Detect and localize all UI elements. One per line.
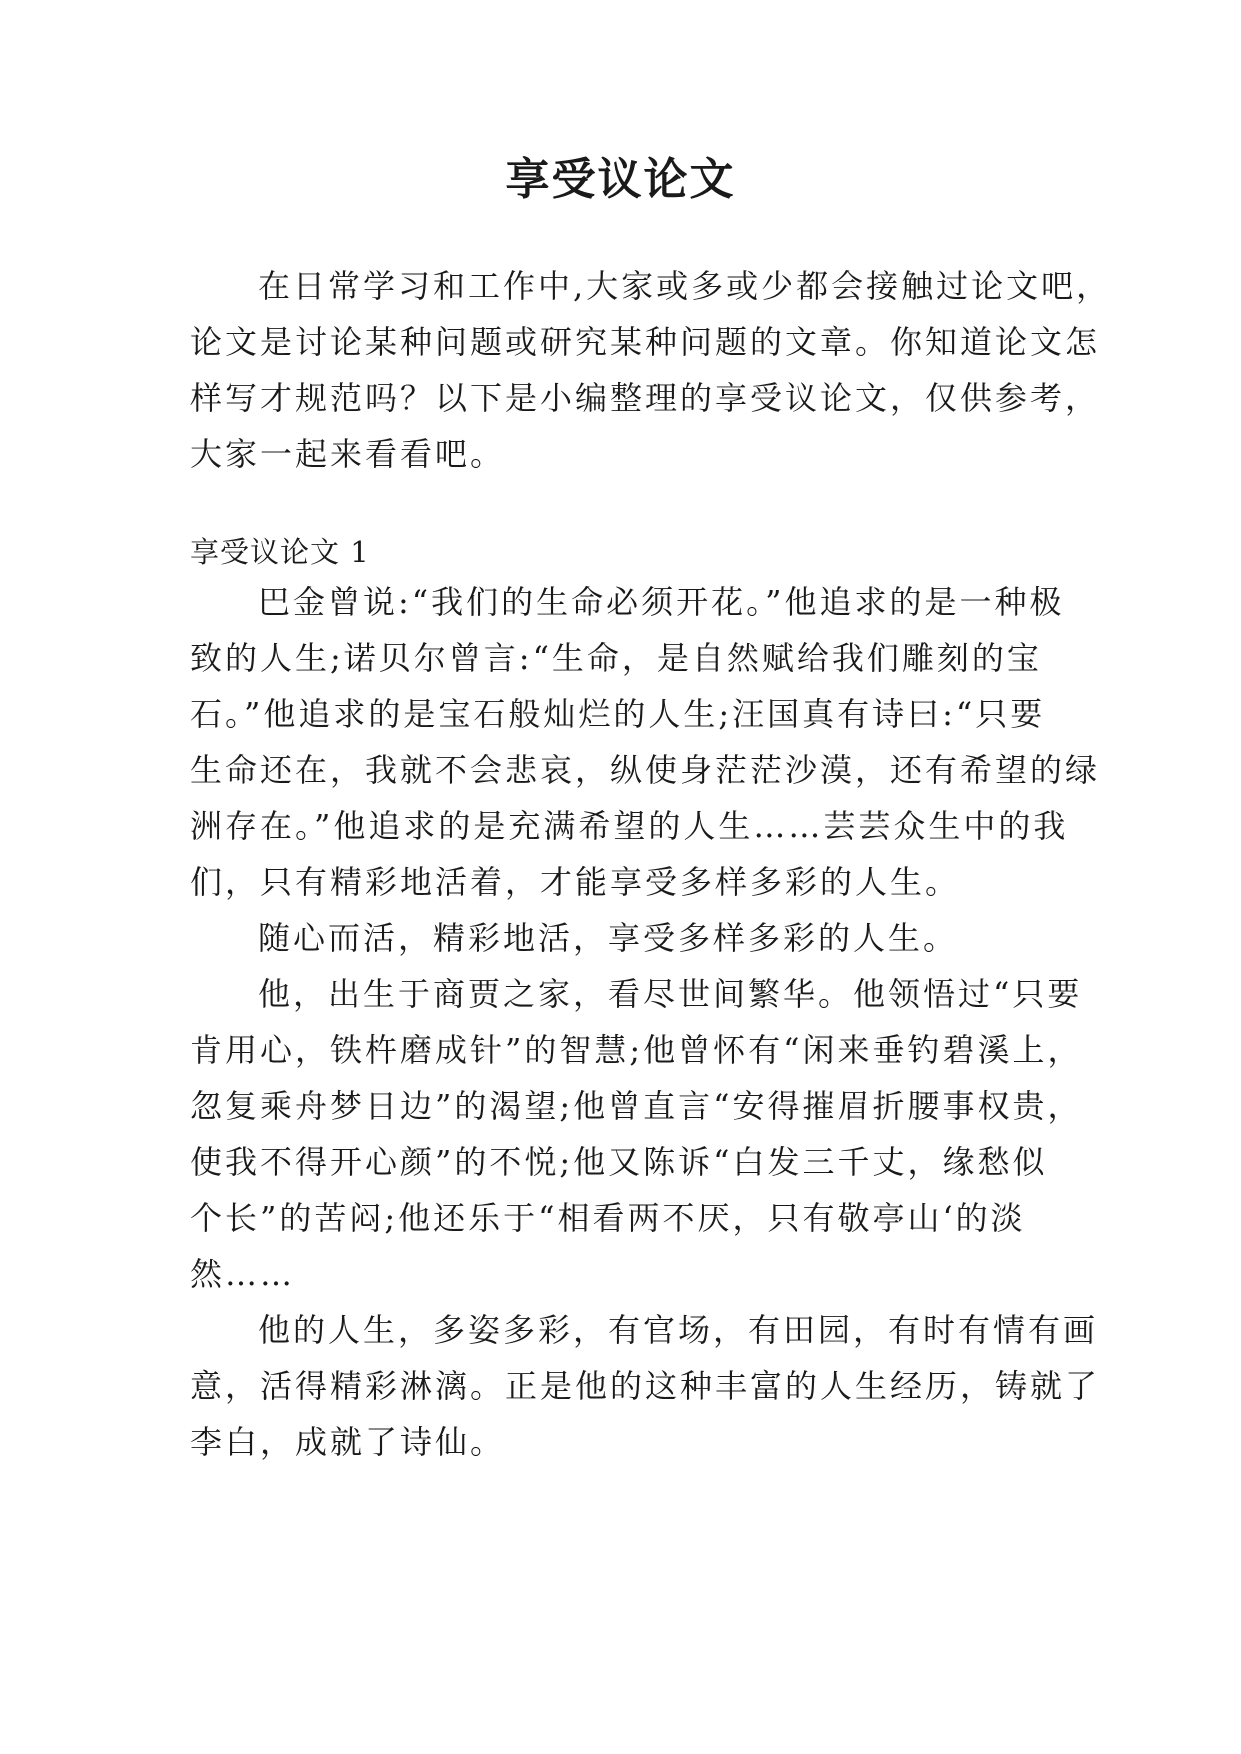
intro-line-4: 大家一起来看看吧。 xyxy=(190,435,506,473)
para4-line-1: 他的人生，多姿多彩，有官场，有田园，有时有情有画 xyxy=(258,1311,1099,1349)
para3-line-4: 使我不得开心颜”的不悦;他又陈诉“白发三千丈，缘愁似 xyxy=(190,1143,1048,1181)
para3-line-5: 个长”的苦闷;他还乐于“相看两不厌，只有敬亭山‘的淡 xyxy=(190,1199,1026,1237)
para1-line-4: 生命还在，我就不会悲哀，纵使身茫茫沙漠，还有希望的绿 xyxy=(190,751,1101,789)
para1-line-5: 洲存在。”他追求的是充满希望的人生……芸芸众生中的我 xyxy=(190,807,1069,845)
para3-line-1: 他，出生于商贾之家，看尽世间繁华。他领悟过“只要 xyxy=(258,975,1083,1013)
intro-line-1: 在日常学习和工作中,大家或多或少都会接触过论文吧， xyxy=(258,267,1112,305)
section-heading: 享受议论文 1 xyxy=(190,535,370,569)
intro-line-2: 论文是讨论某种问题或研究某种问题的文章。你知道论文怎 xyxy=(190,323,1101,361)
para1-line-6: 们，只有精彩地活着，才能享受多样多彩的人生。 xyxy=(190,863,961,901)
para1-line-1: 巴金曾说:“我们的生命必须开花。”他追求的是一种极 xyxy=(258,583,1065,621)
para2-line-1: 随心而活，精彩地活，享受多样多彩的人生。 xyxy=(258,919,959,957)
para4-line-3: 李白，成就了诗仙。 xyxy=(190,1423,506,1461)
para3-line-2: 肯用心，铁杵磨成针”的智慧;他曾怀有“闲来垂钓碧溪上， xyxy=(190,1031,1083,1069)
document-title: 享受议论文 xyxy=(505,154,736,205)
intro-line-3: 样写才规范吗？以下是小编整理的享受议论文，仅供参考， xyxy=(190,379,1101,417)
para3-line-3: 忽复乘舟梦日边”的渴望;他曾直言“安得摧眉折腰事权贵， xyxy=(190,1087,1083,1125)
para3-line-6: 然…… xyxy=(190,1255,296,1293)
para1-line-2: 致的人生;诺贝尔曾言:“生命，是自然赋给我们雕刻的宝 xyxy=(190,639,1042,677)
para4-line-2: 意，活得精彩淋漓。正是他的这种丰富的人生经历，铸就了 xyxy=(190,1367,1101,1405)
para1-line-3: 石。”他追求的是宝石般灿烂的人生;汪国真有诗曰:“只要 xyxy=(190,695,1046,733)
